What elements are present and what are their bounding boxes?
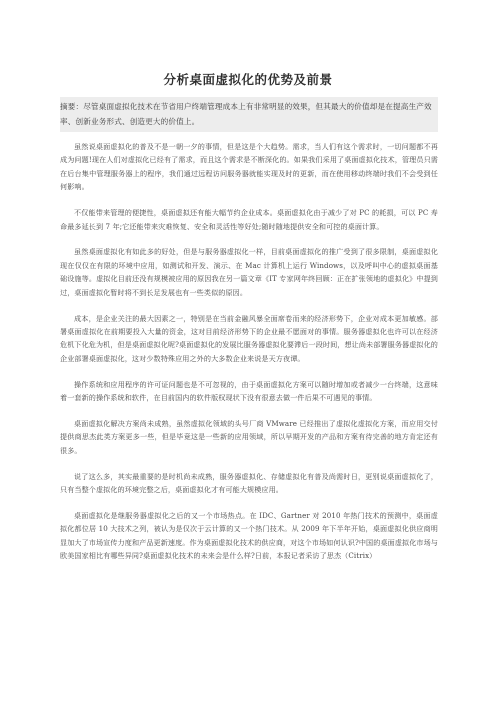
paragraph: 成本，是企业关注的最大因素之一，特别是在当前金融风暴全面席卷而来的经济形势下，企业对成本更加敏感。部署桌面虚拟化在前期要投入大量的资金，这对目前经济形势下的企业最不愿面对的事情。服务器虚拟化也许可以在经济危机下化危为机，但是桌面虚拟化呢?桌面虚拟化的发展比服务器虚拟化要滞后一段时间，想让尚未部署服务器虚拟化的企业部署桌面虚拟化，这对少数特殊应用之外的大多数企业来说是天方夜谭。 [60, 313, 438, 363]
paragraph: 操作系统和应用程序的许可证问题也是不可忽视的，由于桌面虚拟化方案可以随时增加或者减少一台终端，这意味着一套新的操作系统和软件，在目前国内的软件版权现状下没有很意去做一件后果不可遇见的事情。 [60, 379, 438, 403]
paragraph: 桌面虚拟化是继服务器虚拟化之后的又一个市场热点。在 IDC、Gartner 对 2010 年热门技术的预测中，桌面虚拟化都位居 10 大技术之列，被认为是仅次于云计算的又一个热门技术。从 2009 年下半年开始，桌面虚拟化供应商明显加大了市场宣传力度和产品更新速度。作为桌面虚拟化技术的供应商，对这个市场如何认识?中国的桌面虚拟化市场与欧美国家相比有哪些异同?桌面虚拟化技术的未来会是什么样?日前，本报记者采访了思杰（Citrix） [60, 511, 438, 561]
paragraph: 不仅能带来管理的便捷性，桌面虚拟还有能大幅节约企业成本。桌面虚拟化由于减少了对 PC 的耗损，可以 PC 寿命最多延长到 7 年;它还能带来灾难恢复、安全和灵活性等好处;随时随地提供安全和可控的桌面计算。 [60, 208, 438, 231]
abstract-box: 摘要：尽管桌面虚拟化技术在节省用户终端管理成本上有非常明显的效果，但其最大的价值却是在提高生产效率、创新业务形式、创造更大的价值上。 [60, 97, 438, 132]
document-body [60, 140, 438, 575]
paragraph: 桌面虚拟化解决方案尚未成熟，虽然虚拟化领域的头号厂商 VMware 已经推出了虚拟化虚拟化方案，而应用交付提供商思杰此类方案更多一些，但是毕竟这是一些新的应用领域，所以早期开发的产品和方案有待完善的地方肯定还有很多。 [60, 419, 438, 455]
paragraph: 虽然桌面虚拟化有如此多的好处，但是与服务器虚拟化一样，目前桌面虚拟化的推广受到了很多限制，桌面虚拟化现在仅仅在有限的环境中应用，如测试和开发、演示、在 Mac 计算机上运行 Windows，以及呼叫中心的虚拟桌面基础设施等。虚拟化目前还没有规模被应用的原因我在另一篇文章《IT 专家网年终回顾：正在扩张领地的虚拟化》中提到过，桌面虚拟化暂时将不到长足发展也有一些类似的原因。 [60, 247, 438, 297]
paragraph: 虽然说桌面虚拟化的普及不是一朝一夕的事情，但是这是个大趋势。需求，当人们有这个需求时，一切问题都不再成为问题!现在人们对虚拟化已经有了需求，而且这个需求是不断深化的。如果我们采用了桌面虚拟化技术，管理员只需在后台集中管理服务器上的程序，我们通过远程访问服务器就能实现及时的更新，而在使用移动终端时我们不会受到任何影响。 [60, 142, 438, 192]
paragraph: 说了这么多，其实最重要的是时机尚未成熟，服务器虚拟化、存储虚拟化有普及尚需时日，更别说桌面虚拟化了，只有当整个虚拟化的环境完整之后，桌面虚拟化才有可能大规模应用。 [60, 471, 438, 495]
document-title: 分析桌面虚拟化的优势及前景 [163, 72, 333, 87]
